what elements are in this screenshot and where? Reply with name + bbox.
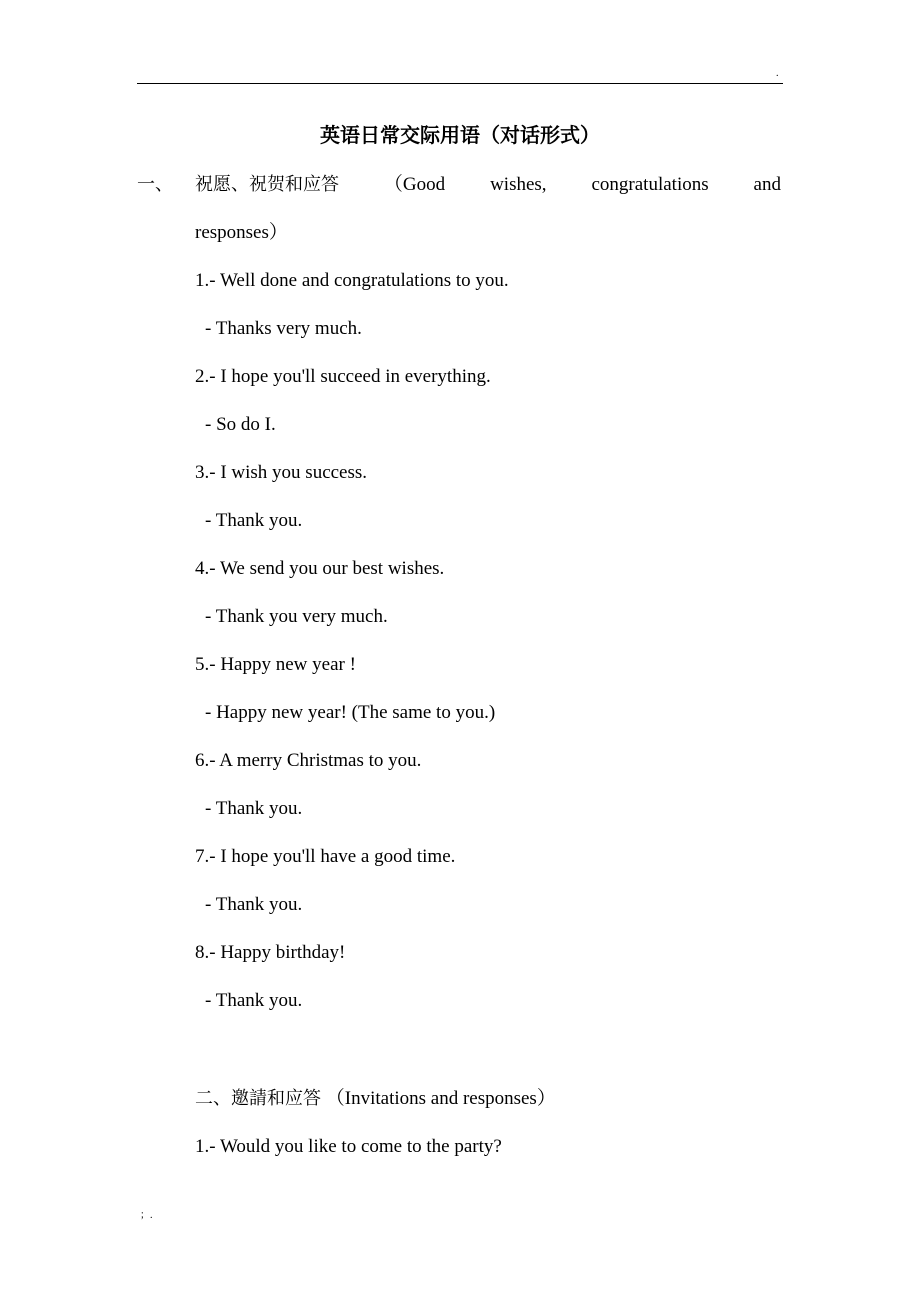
header-rule [137,83,783,84]
dialogue-line: 4.- We send you our best wishes. [195,558,445,579]
section-1-heading-text [195,170,781,200]
dialogue-line: - Thank you. [205,990,303,1011]
section-1-heading [137,170,783,200]
section-1-heading-continued: responses） [195,222,288,243]
section-1-number: 一、 [137,174,173,195]
dialogue-line: 1.- Would you like to come to the party? [195,1136,502,1157]
dialogue-line: 3.- I wish you success. [195,462,368,483]
section-1-heading-word: wishes, [490,174,547,195]
dialogue-line: 1.- Well done and congratulations to you. [195,270,509,291]
section-2-heading-cn: 二、邀請和应答 [195,1088,321,1109]
dialogue-line: 6.- A merry Christmas to you. [195,750,422,771]
dialogue-line: - Thank you. [205,510,303,531]
section-1-heading-word: congratulations [591,174,709,195]
header-mark: . [776,68,779,79]
section-2-heading-en: （Invitations and responses） [325,1088,556,1109]
section-1-heading-word: （Good [383,174,446,195]
dialogue-line: - Happy new year! (The same to you.) [205,702,496,723]
dialogue-line: 8.- Happy birthday! [195,942,346,963]
footer-mark: ；. [140,1210,153,1221]
dialogue-line: 5.- Happy new year ! [195,654,356,675]
dialogue-line: - Thank you very much. [205,606,388,627]
section-1-heading-cn: 祝愿、祝贺和应答 [195,174,339,195]
dialogue-line: - So do I. [205,414,276,435]
section-1-heading-word: and [753,174,781,195]
document-title: 英语日常交际用语（对话形式） [320,123,600,147]
dialogue-line: - Thanks very much. [205,318,362,339]
section-2-heading [195,1086,556,1112]
dialogue-line: - Thank you. [205,798,303,819]
dialogue-line: 2.- I hope you'll succeed in everything. [195,366,491,387]
dialogue-line: 7.- I hope you'll have a good time. [195,846,456,867]
dialogue-line: - Thank you. [205,894,303,915]
